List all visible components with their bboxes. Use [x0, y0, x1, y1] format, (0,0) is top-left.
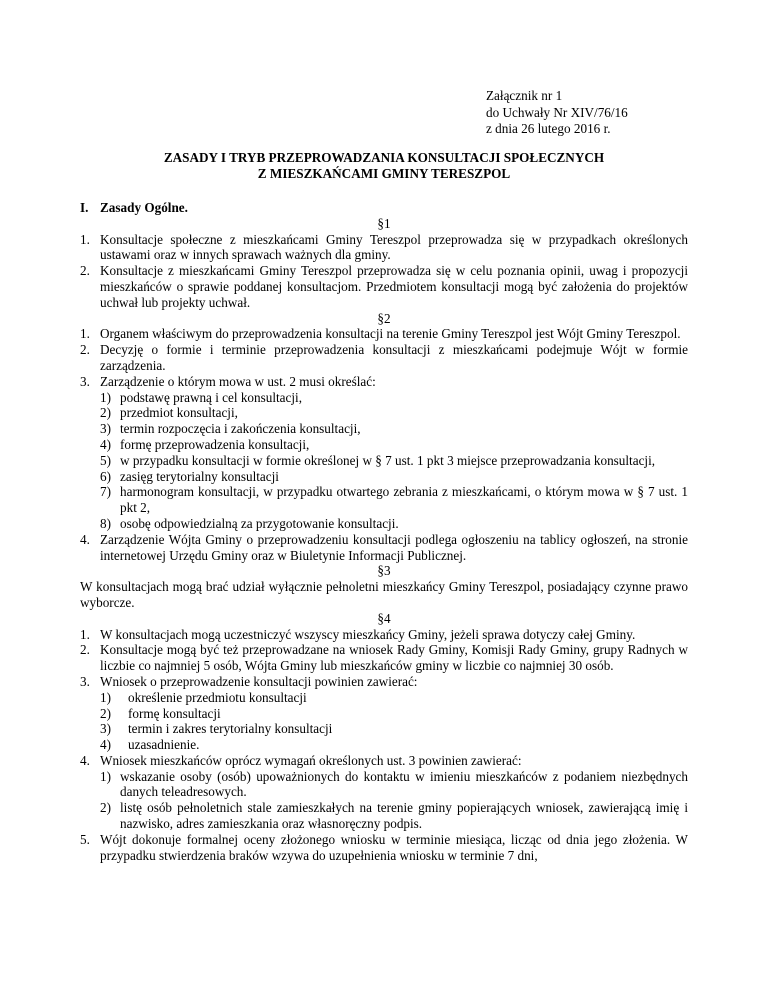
p1-item-1	[80, 232, 688, 264]
sub-text: w przypadku konsultacji w formie określonej w § 7 ust. 1 pkt 3 miejsce przeprowadzania konsultacji,	[120, 452, 656, 468]
sub-number: 1)	[100, 768, 111, 784]
p2-sub-2	[80, 405, 688, 421]
item-text: Wniosek o przeprowadzenie konsultacji powinien zawierać:	[100, 673, 418, 689]
paragraph-2-heading: §2	[377, 310, 391, 326]
resolution-date: z dnia 26 lutego 2016 r.	[486, 121, 611, 136]
sub-text: uzasadnienie.	[128, 737, 200, 753]
sub-number: 8)	[100, 515, 111, 531]
sub-text: termin i zakres terytorialny konsultacji	[128, 721, 333, 737]
p4-sub4-2	[80, 800, 688, 832]
item-text: Organem właściwym do przeprowadzenia konsultacji na terenie Gminy Tereszpol jest Wójt Gminy Tereszpol.	[100, 326, 681, 342]
p2-sub-5	[80, 453, 688, 469]
item-number: 2.	[80, 642, 90, 658]
item-text: Konsultacje z mieszkańcami Gminy Tereszpol przeprowadza się w celu poznania opinii, uwag i propozycji mieszkańców o sprawie poddanej konsultacjom. Przedmiotem konsultacji mogą być założenia do projektów uchwał lub projekty uchwał.	[100, 263, 688, 310]
sub-text: listę osób pełnoletnich stale zamieszkałych na terenie gminy popierających wniosek, zawierającą imię i nazwisko, adres zamieszkania oraz własnoręczny podpis.	[120, 800, 688, 832]
attachment-header	[486, 88, 706, 138]
resolution-number: do Uchwały Nr XIV/76/16	[486, 104, 628, 120]
sub-text: harmonogram konsultacji, w przypadku otwartego zebrania z mieszkańcami, o którym mowa w § 7 ust. 1 pkt 2,	[120, 484, 688, 516]
title-line-2: Z MIESZKAŃCAMI GMINY TERESZPOL	[257, 166, 511, 181]
p2-item-3	[80, 374, 688, 390]
p2-sub-4	[80, 437, 688, 453]
item-number: 3.	[80, 373, 90, 389]
item-text: Decyzję o formie i terminie przeprowadzenia konsultacji z mieszkańcami podejmuje Wójt w formie zarządzenia.	[100, 342, 688, 373]
sub-number: 2)	[100, 800, 111, 816]
sub-text: zasięg terytorialny konsultacji	[120, 468, 279, 484]
item-number: 5.	[80, 831, 90, 847]
document-body	[80, 200, 688, 863]
p4-item-3	[80, 674, 688, 690]
item-number: 4.	[80, 752, 90, 768]
sub-number: 1)	[100, 689, 111, 705]
p4-sub3-2	[80, 706, 688, 722]
item-number: 1.	[80, 231, 90, 247]
sub-text: podstawę prawną i cel konsultacji,	[120, 389, 303, 405]
item-number: 1.	[80, 626, 90, 642]
p2-sub-8	[80, 516, 688, 532]
p2-sub-3	[80, 421, 688, 437]
sub-text: osobę odpowiedzialną za przygotowanie konsultacji.	[120, 515, 399, 531]
item-text: Zarządzenie o którym mowa w ust. 2 musi określać:	[100, 373, 376, 389]
item-number: 2.	[80, 342, 90, 358]
p2-sub-6	[80, 469, 688, 485]
item-text: W konsultacjach mogą uczestniczyć wszyscy mieszkańcy Gminy, jeżeli sprawa dotyczy całej Gminy.	[100, 626, 636, 642]
attachment-number: Załącznik nr 1	[486, 88, 563, 103]
p2-item-2	[80, 342, 688, 374]
item-number: 4.	[80, 531, 90, 547]
sub-number: 2)	[100, 705, 111, 721]
sub-text: formę przeprowadzenia konsultacji,	[120, 436, 310, 452]
p2-sub-1	[80, 390, 688, 406]
paragraph-4-heading: §4	[377, 610, 391, 626]
sub-text: formę konsultacji	[128, 705, 221, 721]
p4-sub4-1	[80, 769, 688, 801]
item-text: Zarządzenie Wójta Gminy o przeprowadzeniu konsultacji podlega ogłoszeniu na tablicy ogłoszeń, na stronie internetowej Urzędu Gminy oraz w Biuletynie Informacji Publicznej.	[100, 531, 688, 563]
item-text: Konsultacje mogą być też przeprowadzane na wniosek Rady Gminy, Komisji Rady Gminy, grupy Radnych w liczbie co najmniej 5 osób, Wójta Gminy lub mieszkańców gminy w liczbie co najmniej 30 osób.	[100, 642, 688, 674]
sub-number: 3)	[100, 421, 111, 437]
p4-sub3-1	[80, 690, 688, 706]
sub-number: 1)	[100, 389, 111, 405]
item-text: Konsultacje społeczne z mieszkańcami Gminy Tereszpol przeprowadza się w przypadkach określonych ustawami oraz w innych sprawach ważnych dla gminy.	[100, 231, 688, 263]
section-label: Zasady Ogólne.	[100, 200, 188, 215]
sub-number: 4)	[100, 737, 111, 753]
p2-item-1	[80, 326, 688, 342]
section-number: I.	[80, 200, 89, 215]
p4-item-4	[80, 753, 688, 769]
title-line-1: ZASADY I TRYB PRZEPROWADZANIA KONSULTACJI SPOŁECZNYCH	[163, 150, 605, 165]
document-title	[80, 150, 688, 182]
p4-item-5	[80, 832, 688, 864]
paragraph-1-heading: §1	[377, 215, 391, 231]
sub-number: 3)	[100, 721, 111, 737]
section-heading	[80, 200, 688, 216]
p4-item-1	[80, 627, 688, 643]
sub-text: przedmiot konsultacji,	[120, 405, 238, 421]
sub-text: termin rozpoczęcia i zakończenia konsultacji,	[120, 421, 361, 437]
sub-number: 2)	[100, 405, 111, 421]
sub-text: wskazanie osoby (osób) upoważnionych do kontaktu w imieniu mieszkańców z podaniem niezbędnych danych teleadresowych.	[120, 768, 688, 800]
sub-text: określenie przedmiotu konsultacji	[128, 689, 307, 705]
sub-number: 6)	[100, 468, 111, 484]
p4-sub3-4	[80, 737, 688, 753]
p1-item-2	[80, 263, 688, 310]
item-number: 3.	[80, 673, 90, 689]
p4-item-2	[80, 642, 688, 674]
item-number: 1.	[80, 326, 90, 342]
sub-number: 7)	[100, 484, 111, 500]
paragraph-3-heading: §3	[377, 563, 391, 579]
item-number: 2.	[80, 263, 90, 279]
item-text: Wójt dokonuje formalnej oceny złożonego wniosku w terminie miesiąca, licząc od dnia jego złożenia. W przypadku stwierdzenia braków wzywa do uzupełnienia wniosku w terminie 7 dni,	[100, 831, 688, 863]
sub-number: 5)	[100, 452, 111, 468]
p2-sub-7	[80, 484, 688, 516]
p2-item-4	[80, 532, 688, 564]
p4-sub3-3	[80, 721, 688, 737]
p3-text: W konsultacjach mogą brać udział wyłącznie pełnoletni mieszkańcy Gminy Tereszpol, posiadający czynne prawo wyborcze.	[80, 579, 688, 610]
sub-number: 4)	[100, 436, 111, 452]
item-text: Wniosek mieszkańców oprócz wymagań określonych ust. 3 powinien zawierać:	[100, 752, 522, 768]
